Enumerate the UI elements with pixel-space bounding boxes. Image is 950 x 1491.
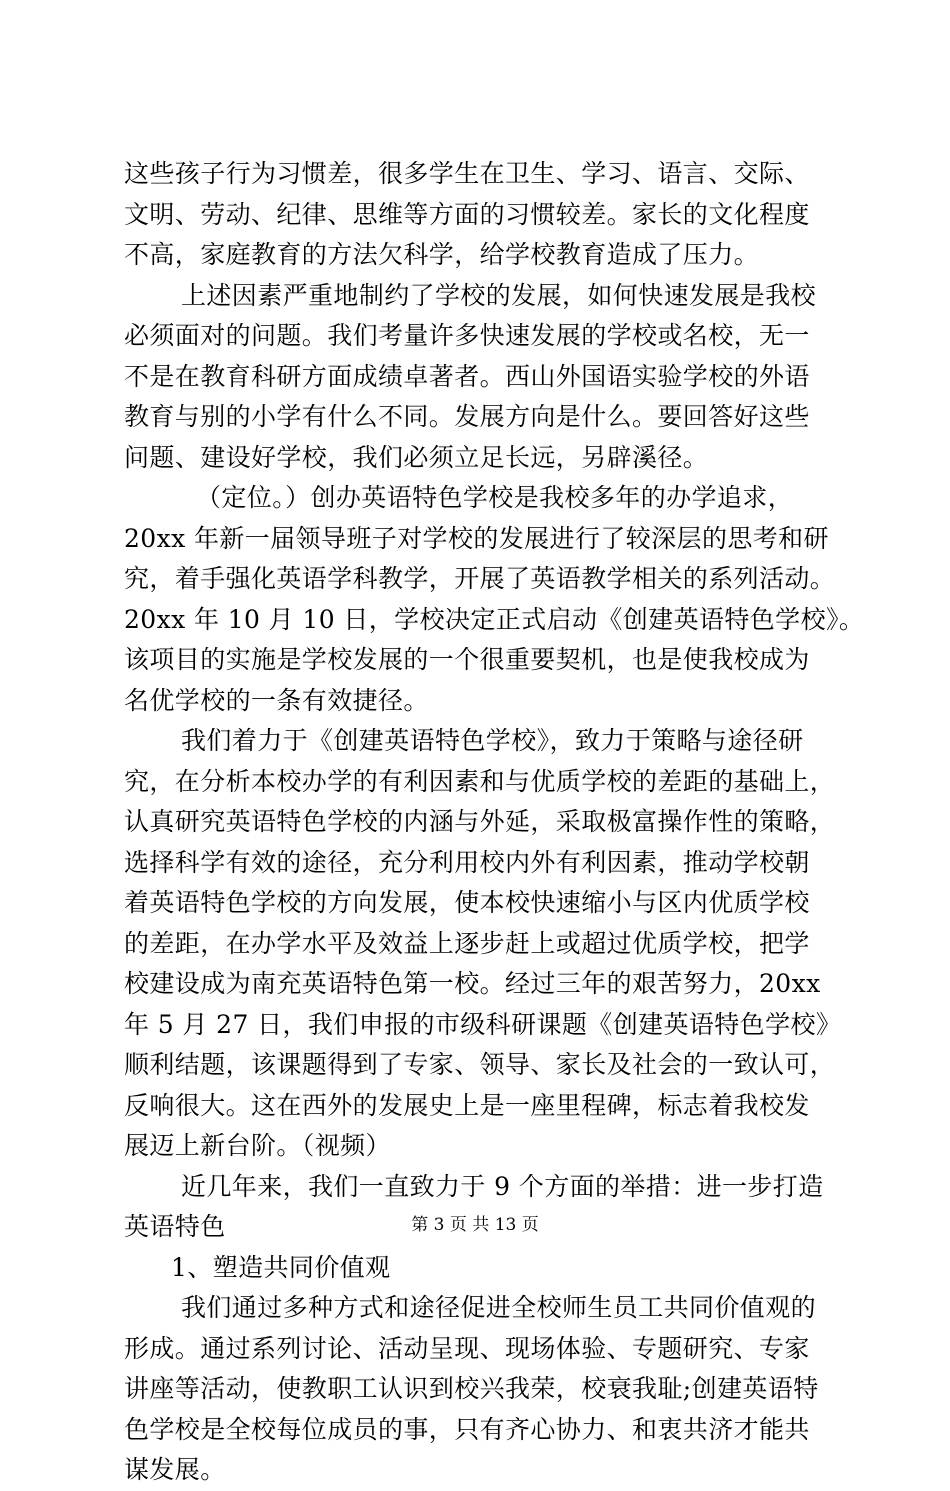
paragraph-6 — [124, 1288, 834, 1491]
heading-line: 1、塑造共同价值观 — [171, 1252, 391, 1282]
text-line: 讲座等活动，使教职工认识到校兴我荣，校衰我耻;创建英语特 — [124, 1374, 819, 1403]
paragraph-4 — [124, 721, 842, 1167]
document-body — [124, 154, 865, 1491]
page-number-footer: 第 3 页 共 13 页 — [411, 1215, 539, 1235]
text-line: 我们着力于《创建英语特色学校》，致力于策略与途径研 — [181, 726, 804, 755]
text-line: 该项目的实施是学校发展的一个很重要契机，也是使我校成为 — [124, 645, 810, 674]
text-line: 谋发展。 — [124, 1455, 226, 1484]
text-line: 年 5 月 27 日，我们申报的市级科研课题《创建英语特色学校》 — [124, 1009, 842, 1039]
text-line: 20xx 年 10 月 10 日，学校决定正式启动《创建英语特色学校》。 — [124, 604, 865, 634]
text-line: 我们通过多种方式和途径促进全校师生员工共同价值观的 — [181, 1293, 817, 1322]
text-line: 不是在教育科研方面成绩卓著者。西山外国语实验学校的外语 — [124, 361, 810, 391]
text-line: 的差距，在办学水平及效益上逐步赶上或超过优质学校，把学 — [124, 928, 810, 958]
text-line: 教育与别的小学有什么不同。发展方向是什么。要回答好这些 — [124, 402, 810, 431]
text-line: 展迈上新台阶。（视频） — [124, 1131, 391, 1160]
section-heading — [124, 1248, 834, 1289]
text-line: 问题、建设好学校，我们必须立足长远，另辟溪径。 — [124, 442, 709, 472]
text-line: 认真研究英语特色学校的内涵与外延，采取极富操作性的策略， — [124, 807, 836, 836]
text-line: 必须面对的问题。我们考量许多快速发展的学校或名校，无一 — [124, 321, 810, 350]
text-line: 近几年来，我们一直致力于 9 个方面的举措：进一步打造 — [181, 1171, 824, 1201]
text-line: 形成。通过系列讨论、活动呈现、现场体验、专题研究、专家 — [124, 1333, 810, 1363]
text-line: 20xx 年新一届领导班子对学校的发展进行了较深层的思考和研 — [124, 523, 829, 553]
text-line: 色学校是全校每位成员的事，只有齐心协力、和衷共济才能共 — [124, 1414, 810, 1444]
text-line: 这些孩子行为习惯差，很多学生在卫生、学习、语言、交际、 — [124, 159, 810, 188]
paragraph-3 — [124, 478, 865, 721]
text-line: 名优学校的一条有效捷径。 — [124, 685, 429, 715]
paragraph-1 — [124, 154, 834, 276]
text-line: 英语特色 — [124, 1212, 226, 1241]
text-line: 选择科学有效的途径，充分利用校内外有利因素，推动学校朝 — [124, 847, 810, 877]
text-line: 反响很大。这在西外的发展史上是一座里程碑，标志着我校发 — [124, 1090, 810, 1120]
text-line: 不高，家庭教育的方法欠科学，给学校教育造成了压力。 — [124, 240, 760, 269]
text-line: 校建设成为南充英语特色第一校。经过三年的艰苦努力，20xx — [124, 969, 821, 998]
text-line: 顺利结题，该课题得到了专家、领导、家长及社会的一致认可， — [124, 1050, 836, 1079]
text-line: 上述因素严重地制约了学校的发展，如何快速发展是我校 — [181, 280, 817, 310]
text-line: 究，着手强化英语学科教学，开展了英语教学相关的系列活动。 — [124, 564, 836, 593]
text-line: （定位。）创办英语特色学校是我校多年的办学追求， — [196, 483, 794, 512]
text-line: 文明、劳动、纪律、思维等方面的习惯较差。家长的文化程度 — [124, 199, 810, 229]
text-line: 究，在分析本校办学的有利因素和与优质学校的差距的基础上， — [124, 766, 836, 796]
text-line: 着英语特色学校的方向发展，使本校快速缩小与区内优质学校 — [124, 888, 810, 917]
paragraph-2 — [124, 276, 834, 479]
